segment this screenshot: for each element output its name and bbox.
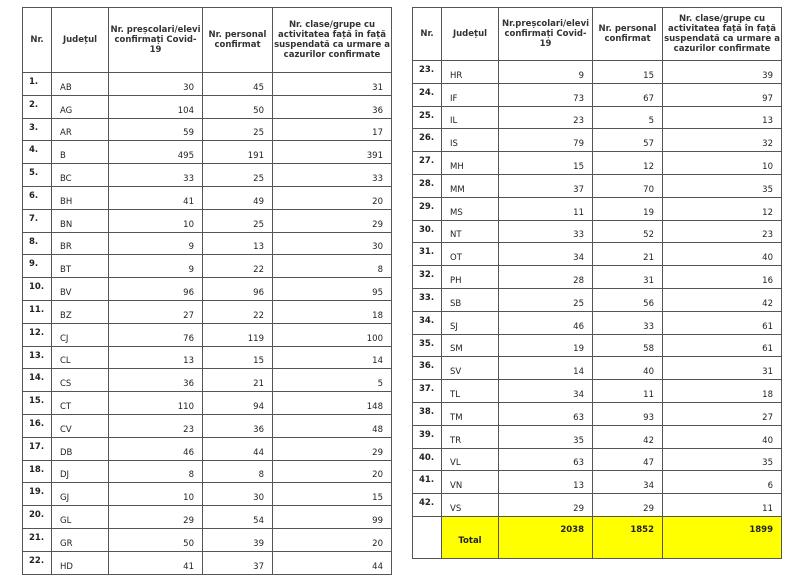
cell-judet: GL (52, 506, 109, 529)
cell-nr: 10. (23, 278, 52, 301)
cell-judet: VL (442, 448, 499, 471)
cell-judet: BZ (52, 300, 109, 323)
cell-judet: AG (52, 95, 109, 118)
cell-elevi: 19 (499, 334, 593, 357)
header-clase: Nr. clase/grupe cu activitatea față în față suspendată ca urmare a cazurilor confirmate (663, 8, 782, 61)
cell-judet: TR (442, 425, 499, 448)
cell-elevi: 495 (109, 141, 203, 164)
cell-personal: 42 (593, 425, 663, 448)
cell-nr: 8. (23, 232, 52, 255)
cell-judet: B (52, 141, 109, 164)
cell-elevi: 73 (499, 83, 593, 106)
cell-personal: 57 (593, 129, 663, 152)
cell-judet: IL (442, 106, 499, 129)
cell-nr: 34. (413, 311, 442, 334)
cell-personal: 19 (593, 197, 663, 220)
cell-elevi: 36 (109, 369, 203, 392)
cell-clase: 61 (663, 311, 782, 334)
table-row (413, 129, 782, 152)
table-row (23, 209, 392, 232)
cell-judet: SJ (442, 311, 499, 334)
cell-nr: 19. (23, 483, 52, 506)
cell-clase: 31 (663, 357, 782, 380)
cell-personal: 67 (593, 83, 663, 106)
cell-elevi: 23 (109, 414, 203, 437)
header-personal: Nr. personal confirmat (593, 8, 663, 61)
table-row (23, 118, 392, 141)
table-row (23, 95, 392, 118)
header-judet: Județul (442, 8, 499, 61)
cell-clase: 27 (663, 402, 782, 425)
cell-judet: NT (442, 220, 499, 243)
cell-personal: 191 (203, 141, 273, 164)
cell-personal: 36 (203, 414, 273, 437)
cell-nr: 21. (23, 528, 52, 551)
cell-nr: 9. (23, 255, 52, 278)
cell-clase: 18 (273, 300, 392, 323)
cell-nr: 28. (413, 174, 442, 197)
cell-elevi: 28 (499, 266, 593, 289)
table-row (23, 437, 392, 460)
cell-elevi: 14 (499, 357, 593, 380)
cell-judet: DB (52, 437, 109, 460)
cell-clase: 20 (273, 528, 392, 551)
cell-personal: 34 (593, 471, 663, 494)
table-row (413, 334, 782, 357)
cell-nr: 6. (23, 186, 52, 209)
cell-nr: 38. (413, 402, 442, 425)
cell-elevi: 9 (499, 61, 593, 84)
cell-clase: 18 (663, 380, 782, 403)
table-row (413, 494, 782, 517)
cell-personal: 40 (593, 357, 663, 380)
cell-elevi: 8 (109, 460, 203, 483)
cell-personal: 96 (203, 278, 273, 301)
cell-judet: IS (442, 129, 499, 152)
cell-elevi: 15 (499, 152, 593, 175)
cell-clase: 10 (663, 152, 782, 175)
cell-personal: 25 (203, 209, 273, 232)
table-row (413, 380, 782, 403)
cell-judet: AB (52, 73, 109, 96)
cell-clase: 40 (663, 243, 782, 266)
cell-judet: GJ (52, 483, 109, 506)
cell-nr: 22. (23, 551, 52, 574)
cell-judet: BR (52, 232, 109, 255)
cell-clase: 14 (273, 346, 392, 369)
cell-personal: 31 (593, 266, 663, 289)
cell-personal: 39 (203, 528, 273, 551)
cell-elevi: 41 (109, 186, 203, 209)
total-clase: 1899 (663, 516, 782, 558)
cell-clase: 13 (663, 106, 782, 129)
cell-elevi: 29 (109, 506, 203, 529)
cell-nr: 39. (413, 425, 442, 448)
cell-personal: 25 (203, 164, 273, 187)
cell-nr: 31. (413, 243, 442, 266)
cell-nr: 15. (23, 392, 52, 415)
cell-nr: 20. (23, 506, 52, 529)
cell-clase: 20 (273, 460, 392, 483)
total-personal: 1852 (593, 516, 663, 558)
cell-personal: 8 (203, 460, 273, 483)
cell-judet: SM (442, 334, 499, 357)
cell-nr: 16. (23, 414, 52, 437)
cell-clase: 100 (273, 323, 392, 346)
cell-nr: 41. (413, 471, 442, 494)
cell-clase: 99 (273, 506, 392, 529)
header-nr: Nr. (23, 8, 52, 73)
cell-elevi: 11 (499, 197, 593, 220)
total-empty-cell (413, 516, 442, 558)
cell-clase: 31 (273, 73, 392, 96)
table-row (23, 186, 392, 209)
cell-personal: 5 (593, 106, 663, 129)
cell-nr: 24. (413, 83, 442, 106)
cell-judet: HD (52, 551, 109, 574)
table-row (23, 278, 392, 301)
cell-elevi: 13 (499, 471, 593, 494)
cell-personal: 47 (593, 448, 663, 471)
cell-clase: 61 (663, 334, 782, 357)
table-row (413, 61, 782, 84)
cell-clase: 32 (663, 129, 782, 152)
cell-personal: 37 (203, 551, 273, 574)
cell-personal: 94 (203, 392, 273, 415)
cell-nr: 40. (413, 448, 442, 471)
cell-elevi: 59 (109, 118, 203, 141)
table-row (23, 164, 392, 187)
cell-clase: 39 (663, 61, 782, 84)
cell-clase: 15 (273, 483, 392, 506)
cell-clase: 36 (273, 95, 392, 118)
cell-clase: 33 (273, 164, 392, 187)
cell-clase: 48 (273, 414, 392, 437)
table-row (23, 232, 392, 255)
table-row (413, 152, 782, 175)
cell-nr: 35. (413, 334, 442, 357)
cell-elevi: 34 (499, 380, 593, 403)
cell-personal: 15 (203, 346, 273, 369)
header-judet: Județul (52, 8, 109, 73)
cell-elevi: 110 (109, 392, 203, 415)
table-row (23, 506, 392, 529)
header-nr: Nr. (413, 8, 442, 61)
cell-judet: HR (442, 61, 499, 84)
table-row (23, 73, 392, 96)
cell-elevi: 10 (109, 483, 203, 506)
cell-personal: 50 (203, 95, 273, 118)
cell-clase: 8 (273, 255, 392, 278)
cell-elevi: 104 (109, 95, 203, 118)
cell-nr: 37. (413, 380, 442, 403)
cell-elevi: 33 (109, 164, 203, 187)
cell-personal: 52 (593, 220, 663, 243)
covid-table-right (412, 7, 782, 559)
cell-judet: BC (52, 164, 109, 187)
table-body-left (23, 73, 392, 575)
cell-elevi: 27 (109, 300, 203, 323)
cell-nr: 42. (413, 494, 442, 517)
cell-clase: 6 (663, 471, 782, 494)
cell-clase: 35 (663, 174, 782, 197)
table-row (413, 425, 782, 448)
table-row (413, 402, 782, 425)
cell-nr: 5. (23, 164, 52, 187)
cell-clase: 30 (273, 232, 392, 255)
cell-clase: 12 (663, 197, 782, 220)
cell-clase: 148 (273, 392, 392, 415)
header-elevi: Nr.preșcolari/elevi confirmați Covid-19 (499, 8, 593, 61)
cell-nr: 3. (23, 118, 52, 141)
cell-clase: 11 (663, 494, 782, 517)
table-row (23, 300, 392, 323)
cell-personal: 25 (203, 118, 273, 141)
cell-nr: 33. (413, 288, 442, 311)
cell-elevi: 76 (109, 323, 203, 346)
cell-personal: 119 (203, 323, 273, 346)
cell-clase: 23 (663, 220, 782, 243)
cell-judet: BH (52, 186, 109, 209)
table-row (23, 369, 392, 392)
cell-judet: MM (442, 174, 499, 197)
table-row (413, 83, 782, 106)
table-row (413, 357, 782, 380)
cell-judet: DJ (52, 460, 109, 483)
cell-elevi: 96 (109, 278, 203, 301)
cell-personal: 22 (203, 300, 273, 323)
header-row (413, 8, 782, 61)
cell-nr: 27. (413, 152, 442, 175)
total-label: Total (442, 516, 499, 558)
cell-personal: 13 (203, 232, 273, 255)
cell-nr: 4. (23, 141, 52, 164)
cell-elevi: 46 (109, 437, 203, 460)
cell-clase: 17 (273, 118, 392, 141)
table-row (413, 288, 782, 311)
cell-elevi: 30 (109, 73, 203, 96)
cell-elevi: 9 (109, 232, 203, 255)
cell-judet: BV (52, 278, 109, 301)
cell-elevi: 35 (499, 425, 593, 448)
cell-judet: MS (442, 197, 499, 220)
cell-elevi: 63 (499, 402, 593, 425)
cell-elevi: 63 (499, 448, 593, 471)
cell-judet: CV (52, 414, 109, 437)
cell-nr: 29. (413, 197, 442, 220)
cell-personal: 30 (203, 483, 273, 506)
cell-judet: BN (52, 209, 109, 232)
cell-personal: 22 (203, 255, 273, 278)
cell-nr: 17. (23, 437, 52, 460)
cell-personal: 93 (593, 402, 663, 425)
cell-clase: 95 (273, 278, 392, 301)
cell-elevi: 9 (109, 255, 203, 278)
table-body-right (413, 61, 782, 517)
cell-nr: 1. (23, 73, 52, 96)
table-row (23, 346, 392, 369)
cell-clase: 5 (273, 369, 392, 392)
covid-table-left (22, 7, 392, 575)
cell-clase: 29 (273, 437, 392, 460)
table-row (413, 266, 782, 289)
table-row (23, 414, 392, 437)
table-row (413, 471, 782, 494)
cell-personal: 44 (203, 437, 273, 460)
table-row (413, 220, 782, 243)
cell-personal: 12 (593, 152, 663, 175)
cell-clase: 97 (663, 83, 782, 106)
cell-personal: 33 (593, 311, 663, 334)
cell-personal: 11 (593, 380, 663, 403)
table-row (23, 255, 392, 278)
cell-personal: 21 (203, 369, 273, 392)
cell-personal: 58 (593, 334, 663, 357)
cell-nr: 23. (413, 61, 442, 84)
cell-elevi: 79 (499, 129, 593, 152)
cell-judet: SB (442, 288, 499, 311)
cell-nr: 26. (413, 129, 442, 152)
cell-judet: OT (442, 243, 499, 266)
cell-judet: PH (442, 266, 499, 289)
table-row (413, 197, 782, 220)
table-row (23, 141, 392, 164)
cell-clase: 35 (663, 448, 782, 471)
header-clase: Nr. clase/grupe cu activitatea față în față suspendată ca urmare a cazurilor confirmate (273, 8, 392, 73)
cell-nr: 18. (23, 460, 52, 483)
cell-judet: CL (52, 346, 109, 369)
table-row (23, 483, 392, 506)
cell-elevi: 25 (499, 288, 593, 311)
cell-elevi: 34 (499, 243, 593, 266)
cell-judet: BT (52, 255, 109, 278)
cell-nr: 13. (23, 346, 52, 369)
cell-judet: CS (52, 369, 109, 392)
header-elevi: Nr. preșcolari/elevi confirmați Covid-19 (109, 8, 203, 73)
table-row (413, 448, 782, 471)
cell-judet: IF (442, 83, 499, 106)
cell-nr: 2. (23, 95, 52, 118)
cell-elevi: 41 (109, 551, 203, 574)
cell-elevi: 46 (499, 311, 593, 334)
cell-elevi: 33 (499, 220, 593, 243)
header-personal: Nr. personal confirmat (203, 8, 273, 73)
cell-elevi: 10 (109, 209, 203, 232)
cell-nr: 36. (413, 357, 442, 380)
cell-clase: 20 (273, 186, 392, 209)
cell-clase: 40 (663, 425, 782, 448)
cell-judet: CT (52, 392, 109, 415)
cell-judet: AR (52, 118, 109, 141)
cell-personal: 54 (203, 506, 273, 529)
cell-judet: TM (442, 402, 499, 425)
cell-personal: 56 (593, 288, 663, 311)
cell-judet: MH (442, 152, 499, 175)
cell-nr: 11. (23, 300, 52, 323)
table-row (23, 392, 392, 415)
cell-clase: 29 (273, 209, 392, 232)
cell-nr: 25. (413, 106, 442, 129)
cell-clase: 391 (273, 141, 392, 164)
cell-nr: 14. (23, 369, 52, 392)
cell-personal: 29 (593, 494, 663, 517)
cell-nr: 7. (23, 209, 52, 232)
table-row (413, 311, 782, 334)
table-row (23, 528, 392, 551)
table-row (23, 551, 392, 574)
cell-elevi: 37 (499, 174, 593, 197)
cell-judet: TL (442, 380, 499, 403)
cell-elevi: 29 (499, 494, 593, 517)
cell-judet: GR (52, 528, 109, 551)
table-row (413, 106, 782, 129)
table-row (23, 460, 392, 483)
cell-judet: VN (442, 471, 499, 494)
total-elevi: 2038 (499, 516, 593, 558)
cell-personal: 15 (593, 61, 663, 84)
cell-judet: VS (442, 494, 499, 517)
table-row (23, 323, 392, 346)
table-row (413, 243, 782, 266)
cell-nr: 30. (413, 220, 442, 243)
total-row (413, 516, 782, 558)
cell-personal: 45 (203, 73, 273, 96)
cell-clase: 16 (663, 266, 782, 289)
cell-personal: 49 (203, 186, 273, 209)
table-row (413, 174, 782, 197)
cell-judet: SV (442, 357, 499, 380)
cell-clase: 42 (663, 288, 782, 311)
cell-elevi: 50 (109, 528, 203, 551)
cell-personal: 70 (593, 174, 663, 197)
cell-nr: 12. (23, 323, 52, 346)
cell-elevi: 23 (499, 106, 593, 129)
cell-personal: 21 (593, 243, 663, 266)
cell-elevi: 13 (109, 346, 203, 369)
header-row (23, 8, 392, 73)
cell-nr: 32. (413, 266, 442, 289)
cell-clase: 44 (273, 551, 392, 574)
cell-judet: CJ (52, 323, 109, 346)
